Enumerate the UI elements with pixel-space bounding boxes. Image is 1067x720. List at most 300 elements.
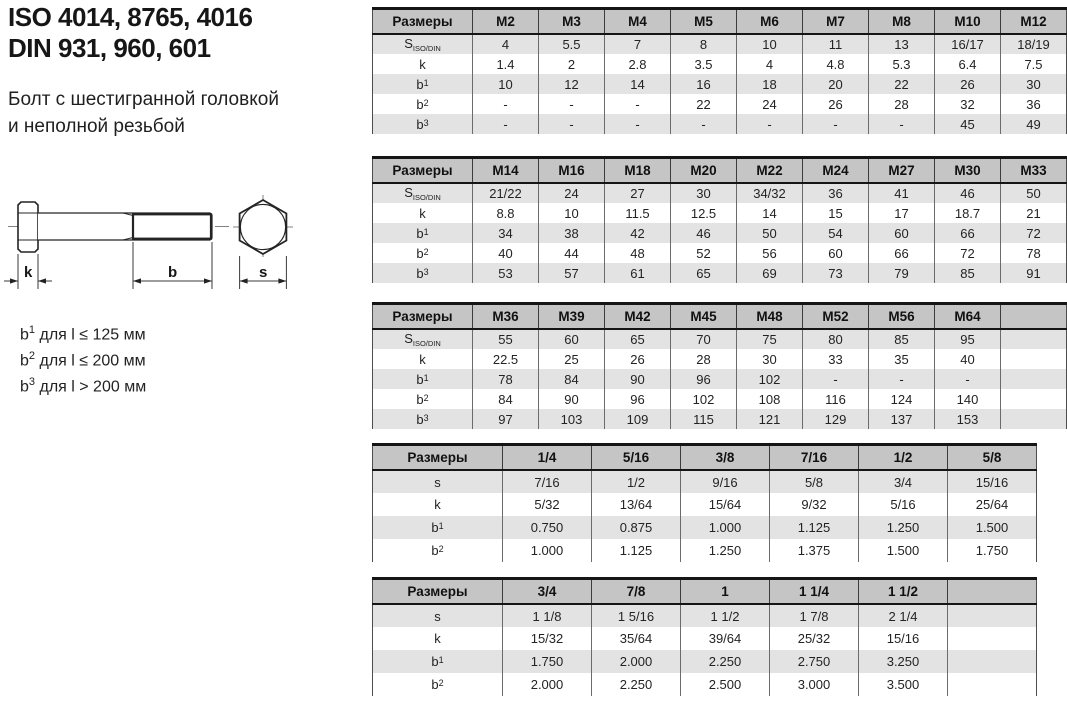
table-cell: 78	[1001, 243, 1067, 263]
table-cell: 84	[473, 389, 539, 409]
table-cell: 10	[737, 34, 803, 54]
row-label-cell: k	[419, 56, 426, 72]
table-cell: 44	[539, 243, 605, 263]
bolt-shank	[38, 213, 212, 240]
table-cell	[1001, 369, 1067, 389]
table-cell: 40	[473, 243, 539, 263]
table-cell: 3.500	[859, 673, 948, 696]
note-b1: $b^1$ для l ≤ 125 мм	[20, 324, 146, 344]
table-cell: -	[539, 114, 605, 134]
table-cell: 1.375	[770, 539, 859, 562]
table-header-cell: M36	[473, 304, 539, 330]
table-cell: 36	[1001, 94, 1067, 114]
table-header-cell: M48	[737, 304, 803, 330]
table-cell: 80	[803, 329, 869, 349]
table-cell: 73	[803, 263, 869, 283]
table-header-cell	[1001, 304, 1067, 330]
table-row	[373, 627, 1037, 650]
table-row	[373, 94, 1067, 114]
table-cell: 0.875	[592, 516, 681, 539]
metric-dimension-table-3	[372, 302, 1067, 429]
table-cell: 2.8	[605, 54, 671, 74]
table-cell: 5/8	[770, 470, 859, 493]
table-cell: 5.3	[869, 54, 935, 74]
table-header-cell: M52	[803, 304, 869, 330]
table-header-cell: M8	[869, 9, 935, 35]
thread-length-notes	[20, 320, 146, 397]
inch-dimension-table-2	[372, 577, 1037, 696]
table-header-row	[373, 304, 1067, 330]
table-cell: 22.5	[473, 349, 539, 369]
dimension-tables-area	[372, 0, 1067, 720]
table-cell: 20	[803, 74, 869, 94]
title-iso-line: ISO 4014, 8765, 4016	[8, 2, 253, 32]
table-cell: 13	[869, 34, 935, 54]
table-row	[373, 389, 1067, 409]
subtitle-line-2: и неполной резьбой	[8, 116, 185, 137]
table-cell: -	[539, 94, 605, 114]
table-row	[373, 369, 1067, 389]
table-cell: 28	[671, 349, 737, 369]
table-cell: 26	[605, 349, 671, 369]
table-header-cell: M16	[539, 158, 605, 184]
table-cell	[1001, 409, 1067, 429]
table-cell: 2.000	[503, 673, 592, 696]
table-header-cell: M22	[737, 158, 803, 184]
table-cell: 24	[737, 94, 803, 114]
table-cell: 36	[803, 183, 869, 203]
table-cell: 1 1/8	[503, 604, 592, 627]
table-cell: 54	[803, 223, 869, 243]
table-cell: 79	[869, 263, 935, 283]
b-arrow-left	[133, 278, 141, 283]
inch-dimension-table-1	[372, 443, 1037, 562]
table-cell: 18	[737, 74, 803, 94]
table-header-cell: M2	[473, 9, 539, 35]
table-cell: 90	[539, 389, 605, 409]
table-cell: 84	[539, 369, 605, 389]
table-row	[373, 74, 1067, 94]
table-row	[373, 349, 1067, 369]
table-cell: 45	[935, 114, 1001, 134]
table-cell: 2.000	[592, 650, 681, 673]
table-row	[373, 243, 1067, 263]
table-cell: 1.125	[592, 539, 681, 562]
table-cell: 85	[869, 329, 935, 349]
table-cell: 7	[605, 34, 671, 54]
table-cell: 1.250	[681, 539, 770, 562]
row-label-cell: $b^1$	[416, 76, 429, 92]
k-dimension-label: k	[24, 264, 33, 281]
table-cell: 35/64	[592, 627, 681, 650]
s-dimension-label: s	[259, 264, 268, 281]
s-arrow-right	[278, 278, 286, 283]
table-cell: -	[869, 369, 935, 389]
table-cell: 38	[539, 223, 605, 243]
table-cell: 13/64	[592, 493, 681, 516]
table-cell: 11.5	[605, 203, 671, 223]
table-cell: 56	[737, 243, 803, 263]
table-row	[373, 54, 1067, 74]
table-cell: 60	[803, 243, 869, 263]
table-header-cell: Размеры	[373, 9, 473, 35]
table-cell: 22	[869, 74, 935, 94]
table-cell: 3.5	[671, 54, 737, 74]
table-row	[373, 223, 1067, 243]
table-header-cell: 1	[681, 579, 770, 605]
table-cell: 4	[473, 34, 539, 54]
table-cell: 21/22	[473, 183, 539, 203]
table-header-cell: M5	[671, 9, 737, 35]
row-label-cell: $b^2$	[416, 245, 429, 261]
table-cell: 11	[803, 34, 869, 54]
table-header-cell: Размеры	[373, 158, 473, 184]
table-cell: 116	[803, 389, 869, 409]
table-header-row	[373, 9, 1067, 35]
table-cell: 69	[737, 263, 803, 283]
table-cell: 78	[473, 369, 539, 389]
table-cell: 33	[803, 349, 869, 369]
table-cell: 1.500	[948, 516, 1037, 539]
row-label-cell: $S_{ISO/DIN}$	[404, 36, 441, 53]
table-cell: 1 1/2	[681, 604, 770, 627]
table-cell: 53	[473, 263, 539, 283]
table-cell	[948, 673, 1037, 696]
table-cell: 39/64	[681, 627, 770, 650]
row-label-cell: k	[419, 205, 426, 221]
table-cell: 2.250	[592, 673, 681, 696]
table-row	[373, 329, 1067, 349]
table-cell	[948, 650, 1037, 673]
table-header-row	[373, 579, 1037, 605]
table-cell: 1.750	[948, 539, 1037, 562]
row-label-cell: s	[434, 608, 441, 624]
b-dimension-label: b	[168, 264, 178, 281]
table-cell: 8.8	[473, 203, 539, 223]
table-cell: 8	[671, 34, 737, 54]
row-label-cell: $b^1$	[431, 520, 444, 535]
table-cell: 102	[671, 389, 737, 409]
row-label-cell: $b^1$	[416, 371, 429, 387]
table-row	[373, 604, 1037, 627]
table-cell: 140	[935, 389, 1001, 409]
table-cell: -	[605, 114, 671, 134]
table-header-cell: M33	[1001, 158, 1067, 184]
table-header-cell: M4	[605, 9, 671, 35]
table-header-cell: 1/4	[503, 445, 592, 471]
table-cell: 1.000	[681, 516, 770, 539]
table-cell: 66	[935, 223, 1001, 243]
row-label-cell: k	[419, 351, 426, 367]
metric-dimension-table-1	[372, 7, 1067, 134]
table-cell: 25	[539, 349, 605, 369]
table-cell: 121	[737, 409, 803, 429]
table-cell: 15/64	[681, 493, 770, 516]
table-cell: 32	[935, 94, 1001, 114]
table-cell: 34	[473, 223, 539, 243]
table-cell: 72	[935, 243, 1001, 263]
table-header-cell: M20	[671, 158, 737, 184]
table-cell: 5/32	[503, 493, 592, 516]
table-header-cell: 7/16	[770, 445, 859, 471]
table-cell: 96	[605, 389, 671, 409]
s-arrow-left	[240, 278, 248, 283]
table-cell: 7.5	[1001, 54, 1067, 74]
page-subtitle	[8, 86, 279, 140]
table-cell: -	[803, 369, 869, 389]
row-label-cell: k	[434, 631, 441, 646]
page-title	[8, 2, 252, 64]
table-cell: 72	[1001, 223, 1067, 243]
table-cell: 17	[869, 203, 935, 223]
title-din-line: DIN 931, 960, 601	[8, 33, 211, 63]
table-cell: 7/16	[503, 470, 592, 493]
table-cell: 1.500	[859, 539, 948, 562]
table-cell: 15/16	[948, 470, 1037, 493]
table-header-cell: M18	[605, 158, 671, 184]
table-cell: -	[473, 114, 539, 134]
table-cell	[1001, 349, 1067, 369]
table-cell: 30	[1001, 74, 1067, 94]
table-cell: 4.8	[803, 54, 869, 74]
subtitle-line-1: Болт с шестигранной головкой	[8, 89, 279, 110]
row-label-cell: s	[434, 474, 441, 490]
table-cell: 25/32	[770, 627, 859, 650]
table-cell: 65	[671, 263, 737, 283]
table-cell: 1.000	[503, 539, 592, 562]
table-row	[373, 34, 1067, 54]
table-cell: 115	[671, 409, 737, 429]
table-cell: 16/17	[935, 34, 1001, 54]
table-row	[373, 539, 1037, 562]
table-header-cell: M10	[935, 9, 1001, 35]
table-cell: 15	[803, 203, 869, 223]
table-cell: -	[803, 114, 869, 134]
table-cell: 2	[539, 54, 605, 74]
table-row	[373, 470, 1037, 493]
table-header-cell: M24	[803, 158, 869, 184]
table-row	[373, 409, 1067, 429]
table-cell: 35	[869, 349, 935, 369]
table-cell: 66	[869, 243, 935, 263]
row-label-cell: $S_{ISO/DIN}$	[404, 331, 441, 348]
table-cell: 46	[671, 223, 737, 243]
table-cell: 65	[605, 329, 671, 349]
table-cell: 91	[1001, 263, 1067, 283]
table-cell: 1.4	[473, 54, 539, 74]
table-header-cell: Размеры	[373, 579, 503, 605]
table-cell: 27	[605, 183, 671, 203]
row-label-cell: $b^1$	[431, 654, 444, 669]
table-cell: 5/16	[859, 493, 948, 516]
table-cell: 12.5	[671, 203, 737, 223]
table-cell: 1.125	[770, 516, 859, 539]
row-label-cell: $b^3$	[416, 411, 429, 427]
table-cell: 50	[1001, 183, 1067, 203]
table-cell: 18/19	[1001, 34, 1067, 54]
row-label-cell: $b^2$	[416, 391, 429, 407]
table-header-cell: M39	[539, 304, 605, 330]
table-cell: 34/32	[737, 183, 803, 203]
table-cell: 50	[737, 223, 803, 243]
table-cell: -	[671, 114, 737, 134]
table-header-cell: 5/16	[592, 445, 681, 471]
table-cell	[948, 604, 1037, 627]
table-row	[373, 516, 1037, 539]
table-header-cell: 5/8	[948, 445, 1037, 471]
table-cell: 22	[671, 94, 737, 114]
table-cell: 9/32	[770, 493, 859, 516]
table-cell: 109	[605, 409, 671, 429]
table-cell: 102	[737, 369, 803, 389]
table-header-cell: M12	[1001, 9, 1067, 35]
row-label-cell: $S_{ISO/DIN}$	[404, 185, 441, 202]
table-cell: 4	[737, 54, 803, 74]
row-label-cell: k	[434, 497, 441, 512]
row-label-cell: $b^3$	[416, 265, 429, 281]
table-cell: 15/16	[859, 627, 948, 650]
table-cell	[948, 627, 1037, 650]
row-label-cell: $b^3$	[416, 116, 429, 132]
table-cell: 41	[869, 183, 935, 203]
note-b3: $b^3$ для l > 200 мм	[20, 375, 147, 395]
table-cell: 26	[935, 74, 1001, 94]
table-cell: 6.4	[935, 54, 1001, 74]
row-label-cell: $b^1$	[416, 225, 429, 241]
table-cell: 42	[605, 223, 671, 243]
table-header-cell: 1/2	[859, 445, 948, 471]
table-cell: 1.750	[503, 650, 592, 673]
table-row	[373, 263, 1067, 283]
table-cell: 52	[671, 243, 737, 263]
table-header-cell: M6	[737, 9, 803, 35]
table-cell: 2 1/4	[859, 604, 948, 627]
table-cell: 18.7	[935, 203, 1001, 223]
table-cell: 0.750	[503, 516, 592, 539]
table-cell: 85	[935, 263, 1001, 283]
table-cell: 14	[605, 74, 671, 94]
table-cell: -	[605, 94, 671, 114]
table-row	[373, 673, 1037, 696]
table-cell: 25/64	[948, 493, 1037, 516]
table-header-cell: 7/8	[592, 579, 681, 605]
table-cell: -	[737, 114, 803, 134]
table-header-row	[373, 158, 1067, 184]
table-cell: 129	[803, 409, 869, 429]
table-cell	[1001, 389, 1067, 409]
table-header-cell: M64	[935, 304, 1001, 330]
table-cell: 90	[605, 369, 671, 389]
table-cell: 40	[935, 349, 1001, 369]
table-header-row	[373, 445, 1037, 471]
table-cell: -	[473, 94, 539, 114]
table-cell: 24	[539, 183, 605, 203]
row-label-cell: $b^2$	[416, 96, 429, 112]
bolt-technical-drawing	[0, 188, 330, 313]
table-cell: 61	[605, 263, 671, 283]
table-header-cell: M42	[605, 304, 671, 330]
table-cell: -	[869, 114, 935, 134]
table-cell: 1 7/8	[770, 604, 859, 627]
table-cell: -	[935, 369, 1001, 389]
table-header-cell: M14	[473, 158, 539, 184]
table-cell: 15/32	[503, 627, 592, 650]
table-cell: 108	[737, 389, 803, 409]
table-cell: 95	[935, 329, 1001, 349]
table-header-cell	[948, 579, 1037, 605]
table-cell: 60	[869, 223, 935, 243]
table-cell: 153	[935, 409, 1001, 429]
table-cell: 96	[671, 369, 737, 389]
table-header-cell: Размеры	[373, 304, 473, 330]
table-header-cell: M45	[671, 304, 737, 330]
table-cell: 10	[539, 203, 605, 223]
table-header-cell: M27	[869, 158, 935, 184]
table-cell: 75	[737, 329, 803, 349]
table-cell: 12	[539, 74, 605, 94]
hex-head-end-view	[240, 200, 287, 254]
table-row	[373, 183, 1067, 203]
table-cell: 1/2	[592, 470, 681, 493]
table-row	[373, 114, 1067, 134]
table-row	[373, 650, 1037, 673]
table-header-cell: 1 1/4	[770, 579, 859, 605]
table-cell: 70	[671, 329, 737, 349]
table-cell: 16	[671, 74, 737, 94]
table-cell: 49	[1001, 114, 1067, 134]
table-header-cell: M3	[539, 9, 605, 35]
table-cell: 30	[737, 349, 803, 369]
table-cell: 3/4	[859, 470, 948, 493]
b-arrow-right	[204, 278, 212, 283]
table-row	[373, 203, 1067, 223]
table-row	[373, 493, 1037, 516]
table-cell: 46	[935, 183, 1001, 203]
table-header-cell: M7	[803, 9, 869, 35]
metric-dimension-table-2	[372, 156, 1067, 283]
table-cell	[1001, 329, 1067, 349]
table-header-cell: 1 1/2	[859, 579, 948, 605]
table-cell: 10	[473, 74, 539, 94]
table-cell: 1.250	[859, 516, 948, 539]
table-cell: 5.5	[539, 34, 605, 54]
table-cell: 124	[869, 389, 935, 409]
table-cell: 97	[473, 409, 539, 429]
table-cell: 21	[1001, 203, 1067, 223]
table-cell: 2.500	[681, 673, 770, 696]
k-arrow-right	[38, 278, 46, 283]
table-cell: 2.250	[681, 650, 770, 673]
row-label-cell: $b^2$	[431, 677, 444, 692]
row-label-cell: $b^2$	[431, 543, 444, 558]
table-header-cell: 3/4	[503, 579, 592, 605]
table-cell: 137	[869, 409, 935, 429]
table-cell: 3.000	[770, 673, 859, 696]
table-header-cell: 3/8	[681, 445, 770, 471]
table-cell: 26	[803, 94, 869, 114]
k-arrow-left	[10, 278, 18, 283]
table-cell: 9/16	[681, 470, 770, 493]
table-cell: 30	[671, 183, 737, 203]
table-cell: 57	[539, 263, 605, 283]
table-cell: 3.250	[859, 650, 948, 673]
table-cell: 103	[539, 409, 605, 429]
table-header-cell: M30	[935, 158, 1001, 184]
table-cell: 2.750	[770, 650, 859, 673]
table-cell: 1 5/16	[592, 604, 681, 627]
note-b2: $b^2$ для l ≤ 200 мм	[20, 349, 146, 370]
table-cell: 14	[737, 203, 803, 223]
